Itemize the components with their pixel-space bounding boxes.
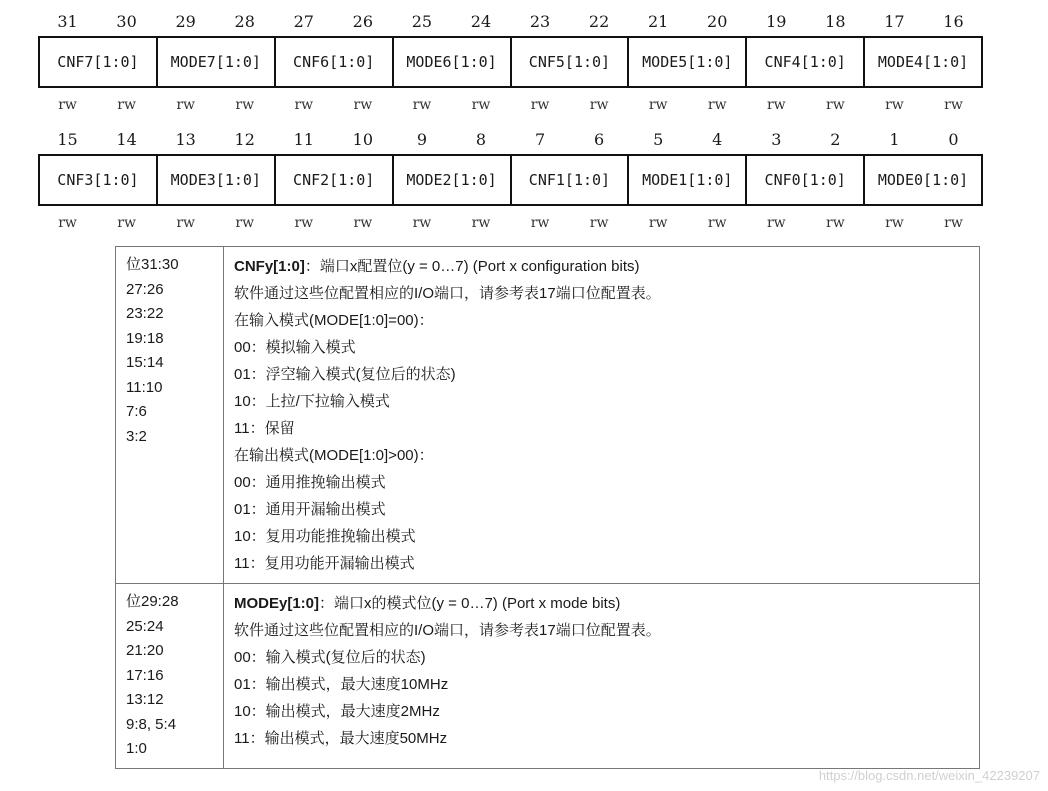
access-type: rw [944, 97, 963, 113]
register-field: MODE6[1:0] [394, 38, 512, 86]
access-type: rw [117, 97, 136, 113]
access-type: rw [766, 97, 786, 113]
mode-bit-positions [116, 584, 224, 768]
access-type: rw [530, 97, 550, 113]
bit-number: 12 [234, 130, 255, 149]
register-field: MODE7[1:0] [158, 38, 276, 86]
access-type: rw [58, 97, 77, 113]
access-type: rw [471, 215, 491, 231]
access-type: rw [589, 97, 609, 113]
bit-number: 0 [948, 130, 959, 149]
mode-title [234, 590, 979, 617]
bit-number: 21 [647, 12, 669, 31]
access-type: rw [176, 97, 195, 113]
mode-title-text: ：端口x的模式位(y = 0…7) (Port x mode bits) [319, 595, 621, 612]
description-line: 在输出模式(MODE[1:0]>00)： [234, 447, 434, 464]
bit-number: 9 [416, 130, 427, 149]
bit-position: 1:0 [126, 740, 147, 757]
access-type: rw [885, 97, 904, 113]
bit-number: 17 [884, 12, 905, 31]
bit-number: 29 [175, 12, 196, 31]
register-field: CNF5[1:0] [512, 38, 630, 86]
access-type: rw [471, 97, 491, 113]
description-line: 00：输入模式(复位后的状态) [234, 649, 426, 666]
bit-number: 7 [534, 130, 546, 149]
bit-number: 5 [653, 130, 664, 149]
bit-number: 23 [529, 12, 551, 31]
description-line: 00：通用推挽输出模式 [234, 474, 386, 491]
access-row-low [38, 212, 983, 234]
access-type: rw [648, 97, 668, 113]
bit-position: 23:22 [126, 305, 164, 322]
description-line: 11：保留 [234, 420, 295, 437]
access-type: rw [294, 97, 314, 113]
register-low [38, 128, 983, 234]
bit-position: 13:12 [126, 691, 164, 708]
bit-position: 21:20 [126, 642, 164, 659]
description-line: 11：复用功能开漏输出模式 [234, 555, 415, 572]
bit-number: 10 [352, 130, 374, 149]
bit-position: 7:6 [126, 403, 147, 420]
bit-number: 22 [588, 12, 610, 31]
bit-position: 17:16 [126, 666, 164, 684]
description-line: 10：复用功能推挽输出模式 [234, 528, 416, 545]
access-row-high [38, 94, 983, 116]
bit-number: 3 [771, 130, 782, 149]
description-line: 在输入模式(MODE[1:0]=00)： [234, 312, 434, 329]
access-type: rw [235, 97, 255, 113]
register-field: MODE5[1:0] [629, 38, 747, 86]
bit-position: 位31:30 [126, 256, 179, 273]
bit-number: 16 [943, 12, 964, 31]
register-field: CNF6[1:0] [276, 38, 394, 86]
access-type: rw [58, 215, 77, 231]
mode-description-row [116, 584, 979, 768]
description-line: 10：输出模式，最大速度2MHz [234, 703, 440, 720]
register-high [38, 10, 983, 116]
access-type: rw [117, 215, 136, 231]
bit-position: 位29:28 [126, 593, 179, 610]
access-type: rw [766, 215, 786, 231]
access-type: rw [589, 215, 609, 231]
fields-low [38, 154, 983, 206]
bit-number: 24 [470, 12, 492, 31]
bit-number: 15 [57, 130, 78, 149]
bit-number: 1 [889, 130, 900, 149]
register-field: CNF1[1:0] [512, 156, 630, 204]
bit-number: 20 [707, 12, 728, 31]
register-field: CNF2[1:0] [276, 156, 394, 204]
bit-number: 19 [766, 12, 787, 31]
description-line: 01：输出模式，最大速度10MHz [234, 676, 449, 693]
description-line: 01：浮空输入模式(复位后的状态) [234, 366, 456, 383]
bit-description-table [115, 246, 980, 769]
description-line: 00：模拟输入模式 [234, 339, 356, 356]
cnf-title-name: CNFy[1:0] [234, 258, 305, 275]
cnf-title-text: ：端口x配置位(y = 0…7) (Port x configuration bits) [304, 258, 640, 275]
description-line: 10：上拉/下拉输入模式 [234, 393, 390, 410]
register-field: CNF0[1:0] [747, 156, 865, 204]
bit-number: 6 [594, 130, 605, 149]
cnf-description-row [116, 247, 979, 584]
bit-number: 14 [116, 130, 137, 149]
bit-position: 25:24 [126, 617, 164, 635]
bit-position: 27:26 [126, 280, 164, 298]
cnf-description [224, 247, 979, 583]
access-type: rw [648, 215, 668, 231]
access-type: rw [826, 215, 845, 231]
access-type: rw [944, 215, 963, 231]
access-type: rw [412, 215, 432, 231]
description-line: 软件通过这些位配置相应的I/O端口，请参考表17端口位配置表。 [234, 622, 661, 639]
access-type: rw [235, 215, 255, 231]
bit-numbers-low [38, 128, 983, 152]
register-field: MODE1[1:0] [629, 156, 747, 204]
cnf-title [234, 253, 979, 280]
fields-high [38, 36, 983, 88]
bit-number: 18 [825, 12, 846, 31]
access-type: rw [353, 97, 373, 113]
bit-number: 8 [475, 130, 487, 149]
bit-number: 4 [712, 130, 723, 149]
description-line: 11：输出模式，最大速度50MHz [234, 730, 448, 747]
register-field: MODE3[1:0] [158, 156, 276, 204]
bit-number: 30 [116, 12, 137, 31]
bit-position: 9:8, 5:4 [126, 715, 177, 733]
access-type: rw [707, 97, 727, 113]
access-type: rw [176, 215, 195, 231]
bit-number: 25 [411, 12, 433, 31]
bit-number: 13 [175, 130, 196, 149]
register-field: CNF3[1:0] [40, 156, 158, 204]
bit-number: 27 [293, 12, 314, 31]
bit-position: 3:2 [126, 427, 147, 445]
cnf-bit-positions [116, 247, 224, 583]
register-field: CNF7[1:0] [40, 38, 158, 86]
bit-numbers-high [38, 10, 983, 34]
watermark: https://blog.csdn.net/weixin_42239207 [818, 768, 1040, 783]
mode-title-name: MODEy[1:0] [234, 595, 320, 612]
bit-position: 15:14 [126, 354, 164, 371]
register-field: MODE0[1:0] [877, 171, 969, 189]
bit-number: 2 [830, 130, 841, 149]
access-type: rw [412, 97, 432, 113]
bit-number: 31 [57, 12, 78, 31]
access-type: rw [707, 215, 727, 231]
bit-number: 26 [352, 12, 374, 31]
description-line: 01：通用开漏输出模式 [234, 501, 386, 518]
register-field: CNF4[1:0] [747, 38, 865, 86]
access-type: rw [826, 97, 845, 113]
access-type: rw [530, 215, 550, 231]
description-line: 软件通过这些位配置相应的I/O端口，请参考表17端口位配置表。 [234, 285, 661, 302]
access-type: rw [353, 215, 373, 231]
register-field: MODE4[1:0] [877, 53, 969, 71]
bit-position: 19:18 [126, 329, 164, 347]
bit-number: 11 [293, 130, 314, 149]
register-field: MODE2[1:0] [394, 156, 512, 204]
access-type: rw [294, 215, 314, 231]
access-type: rw [885, 215, 904, 231]
mode-description [224, 584, 979, 768]
bit-position: 11:10 [126, 378, 163, 396]
bit-number: 28 [234, 12, 255, 31]
